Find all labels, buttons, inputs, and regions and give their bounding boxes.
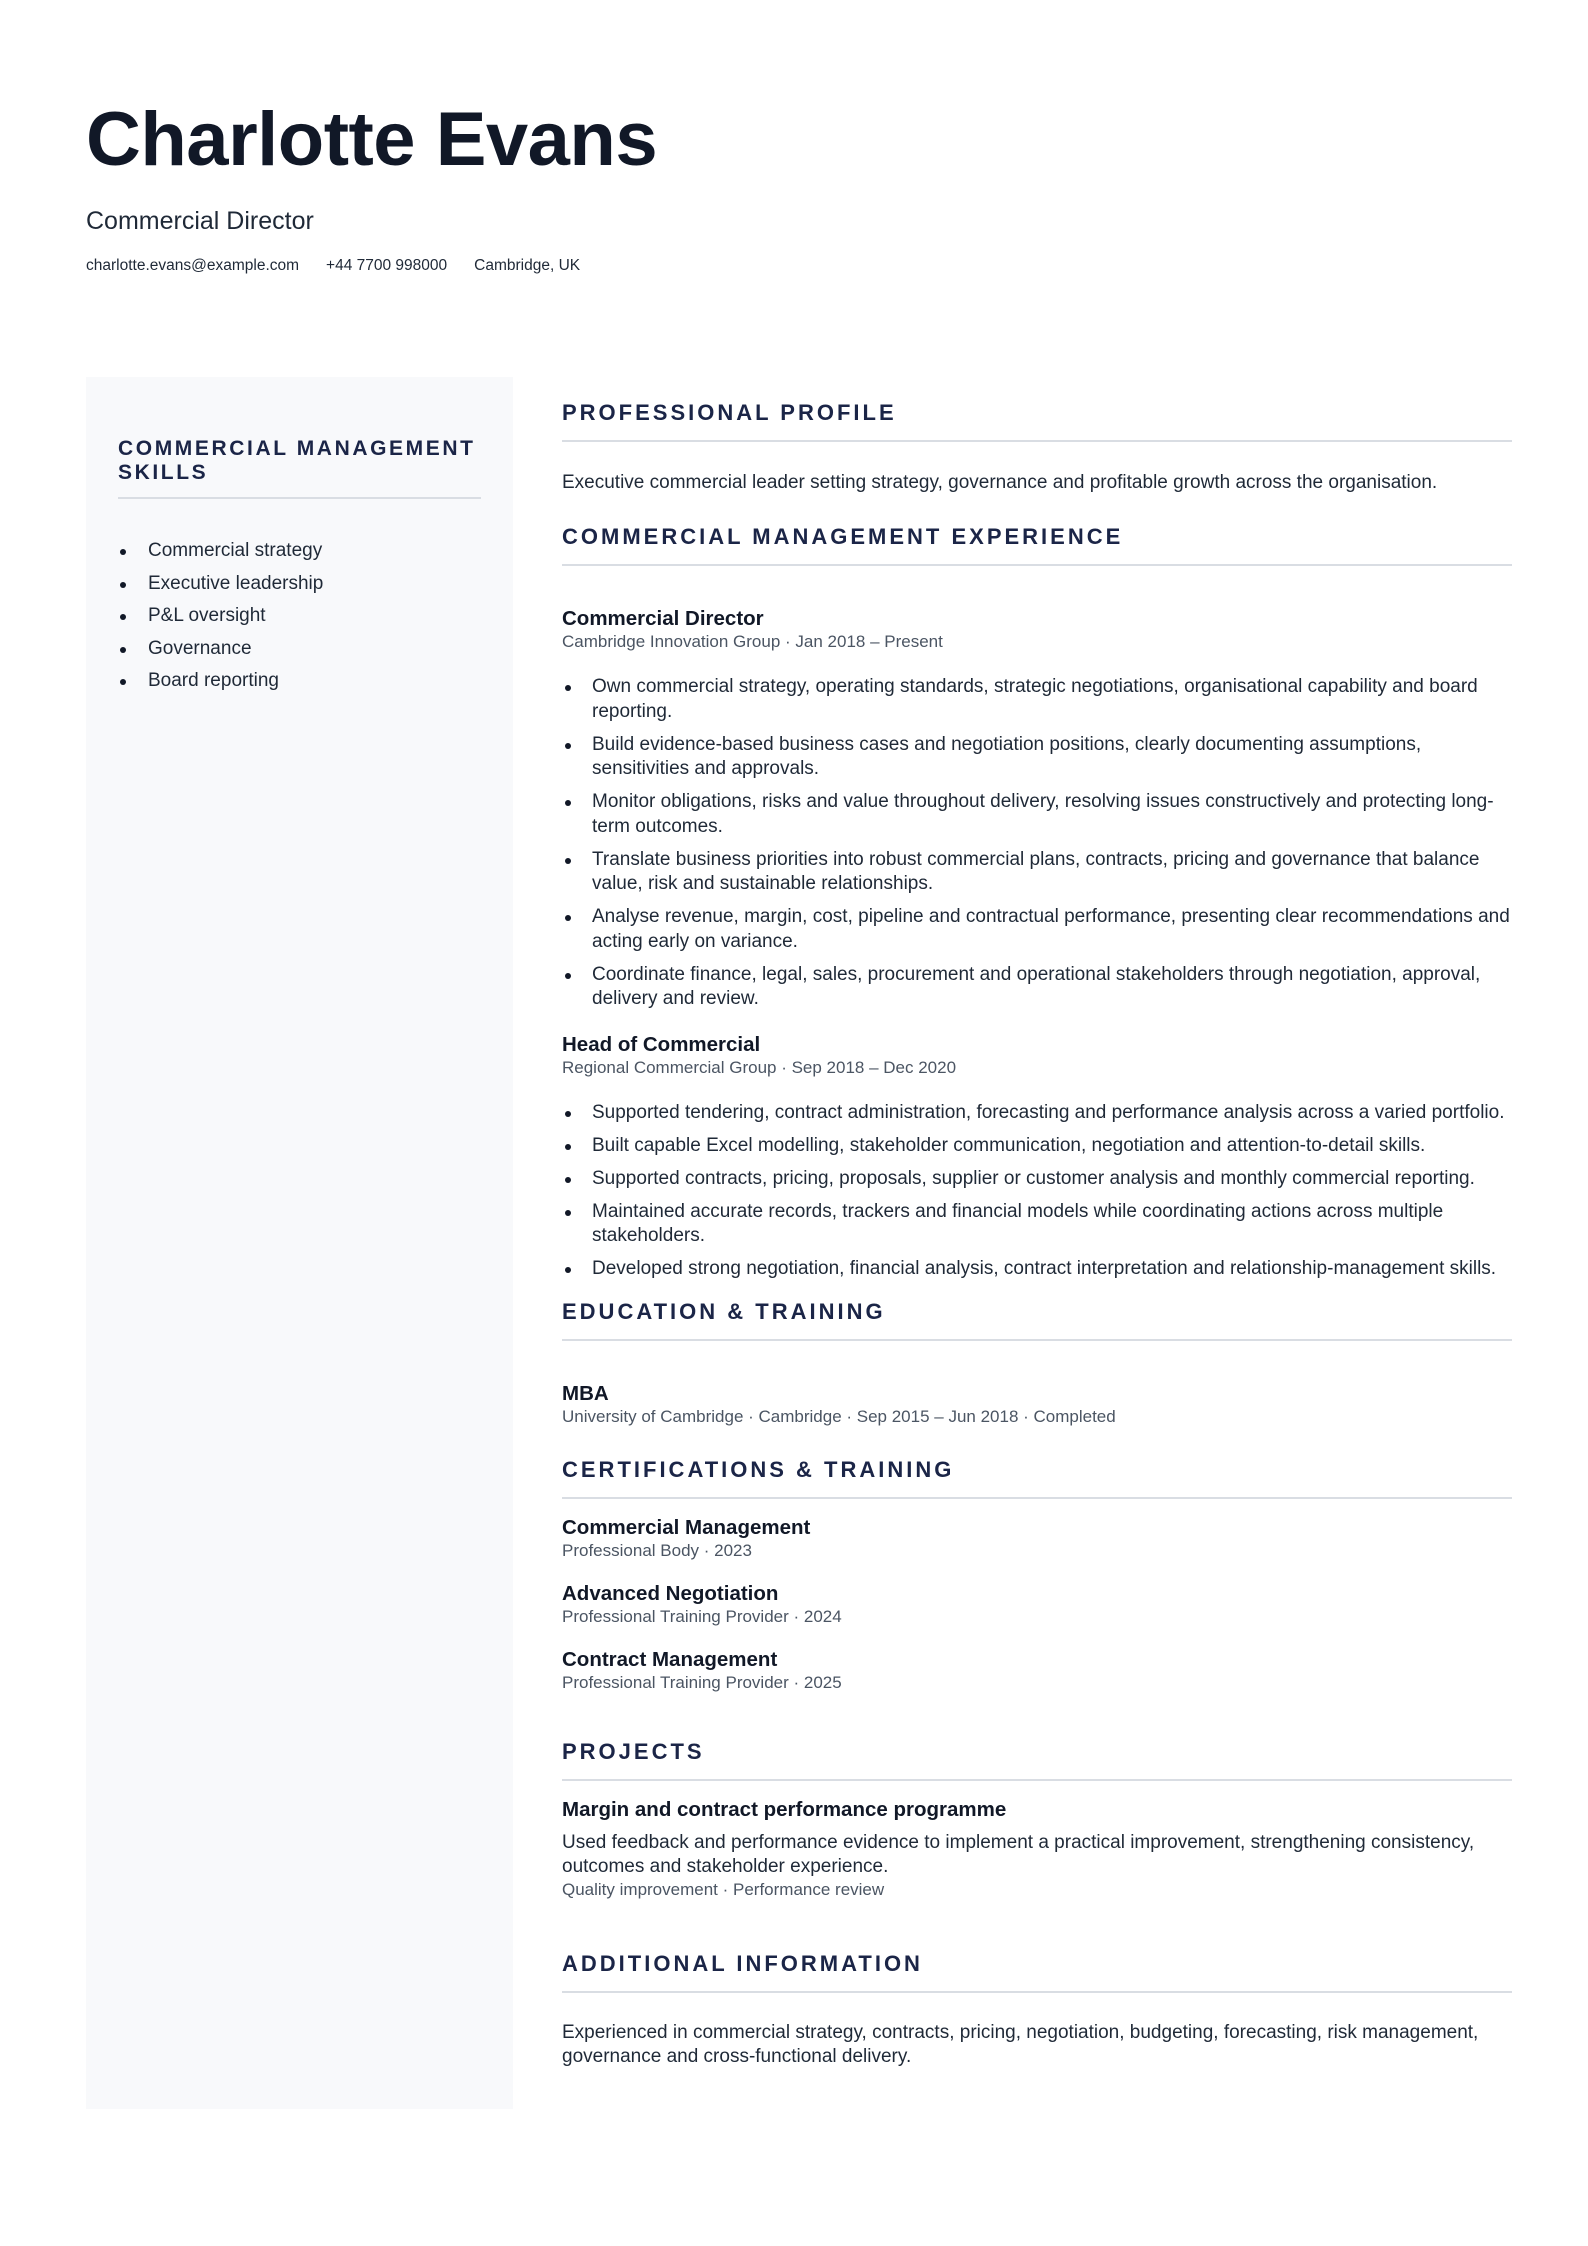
certification-title: Contract Management <box>562 1647 778 1671</box>
skills-list <box>118 535 481 698</box>
job-bullet: Build evidence-based business cases and negotiation positions, clearly documenting assumptions, sensitivities and approvals. <box>562 733 1512 782</box>
job-bullet: Analyse revenue, margin, cost, pipeline and contractual performance, presenting clear recommendations and acting early on variance. <box>562 905 1512 954</box>
contact-phone: +44 7700 998000 <box>326 257 448 274</box>
skills-heading: COMMERCIAL MANAGEMENT SKILLS <box>118 437 481 499</box>
job-entry <box>562 606 1512 1012</box>
skill-item: Governance <box>118 633 481 666</box>
job-meta: Regional Commercial Group · Sep 2018 – Dec 2020 <box>562 1057 957 1077</box>
projects-section <box>562 1739 1512 1900</box>
projects-heading: PROJECTS <box>562 1739 1512 1781</box>
job-bullet: Developed strong negotiation, financial analysis, contract interpretation and relationship-management skills. <box>562 1257 1512 1282</box>
degree-title: MBA <box>562 1381 609 1405</box>
job-bullet: Built capable Excel modelling, stakeholder communication, negotiation and attention-to-detail skills. <box>562 1134 1512 1159</box>
certifications-section <box>562 1457 1512 1693</box>
certification-entry <box>562 1515 1512 1561</box>
certification-title: Commercial Management <box>562 1515 811 1539</box>
degree-meta: University of Cambridge · Cambridge · Sep 2015 – Jun 2018 · Completed <box>562 1406 1116 1426</box>
project-tags: Quality improvement · Performance review <box>562 1879 885 1899</box>
skill-item: Executive leadership <box>118 568 481 601</box>
job-bullet: Monitor obligations, risks and value throughout delivery, resolving issues constructively and protecting long-term outcomes. <box>562 790 1512 839</box>
job-meta: Cambridge Innovation Group · Jan 2018 – Present <box>562 632 943 651</box>
certification-meta: Professional Body · 2023 <box>562 1540 752 1560</box>
job-bullets <box>562 675 1512 1012</box>
profile-section <box>562 400 1512 496</box>
certification-title: Advanced Negotiation <box>562 1581 779 1605</box>
job-bullet: Own commercial strategy, operating standards, strategic negotiations, organisational capability and board reporting. <box>562 675 1512 724</box>
additional-section <box>562 1951 1512 2070</box>
experience-section <box>562 524 1512 1282</box>
candidate-title: Commercial Director <box>86 207 314 235</box>
contact-line <box>86 256 1506 276</box>
certifications-list <box>562 1515 1512 1693</box>
job-bullet: Coordinate finance, legal, sales, procurement and operational stakeholders through negotiation, approval, delivery and review. <box>562 963 1512 1012</box>
profile-text: Executive commercial leader setting strategy, governance and profitable growth across the organisation. <box>562 472 1438 493</box>
skills-sidebar <box>86 377 513 2109</box>
certification-meta: Professional Training Provider · 2025 <box>562 1672 842 1692</box>
job-bullet: Translate business priorities into robust commercial plans, contracts, pricing and governance that balance value, risk and sustainable relationships. <box>562 848 1512 897</box>
certifications-heading: CERTIFICATIONS & TRAINING <box>562 1457 1512 1499</box>
job-bullet: Maintained accurate records, trackers and financial models while coordinating actions across multiple stakeholders. <box>562 1200 1512 1249</box>
additional-heading: ADDITIONAL INFORMATION <box>562 1951 1512 1993</box>
certification-meta: Professional Training Provider · 2024 <box>562 1606 842 1626</box>
certification-entry <box>562 1581 1512 1627</box>
profile-heading: PROFESSIONAL PROFILE <box>562 400 1512 442</box>
project-title: Margin and contract performance programme <box>562 1797 1007 1821</box>
resume-header <box>86 96 1506 276</box>
job-bullet: Supported contracts, pricing, proposals, supplier or customer analysis and monthly commercial reporting. <box>562 1167 1512 1192</box>
skill-item: Board reporting <box>118 665 481 698</box>
candidate-name: Charlotte Evans <box>86 97 658 182</box>
job-bullets <box>562 1101 1512 1282</box>
skill-item: P&L oversight <box>118 600 481 633</box>
education-heading: EDUCATION & TRAINING <box>562 1299 1512 1341</box>
certification-entry <box>562 1647 1512 1693</box>
experience-heading: COMMERCIAL MANAGEMENT EXPERIENCE <box>562 524 1512 566</box>
additional-text: Experienced in commercial strategy, contracts, pricing, negotiation, budgeting, forecasting, risk management, governance and cross-functional delivery. <box>562 2021 1479 2067</box>
contact-location: Cambridge, UK <box>474 257 581 274</box>
job-bullet: Supported tendering, contract administration, forecasting and performance analysis across a varied portfolio. <box>562 1101 1512 1126</box>
project-description: Used feedback and performance evidence to implement a practical improvement, strengthening consistency, outcomes and stakeholder experience. <box>562 1831 1475 1877</box>
project-entry <box>562 1797 1512 1900</box>
education-section <box>562 1299 1512 1427</box>
main-column <box>562 400 1512 2070</box>
skill-item: Commercial strategy <box>118 535 481 568</box>
job-title: Commercial Director <box>562 607 764 630</box>
contact-email: charlotte.evans@example.com <box>86 257 300 274</box>
job-title: Head of Commercial <box>562 1032 761 1056</box>
job-entry <box>562 1032 1512 1282</box>
education-entry <box>562 1381 1512 1427</box>
